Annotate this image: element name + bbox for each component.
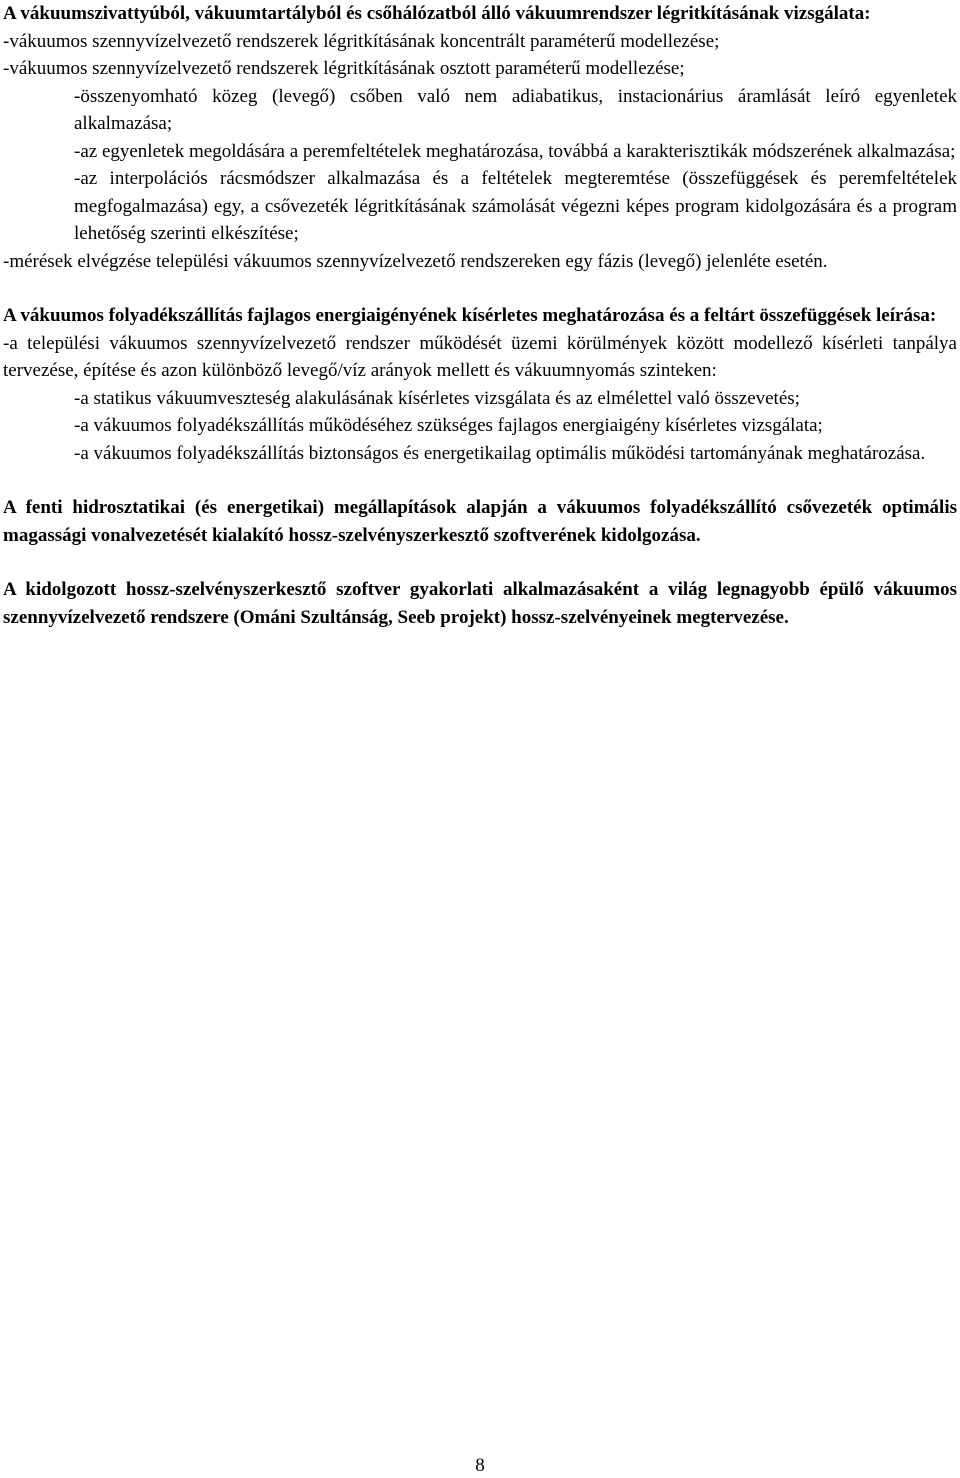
section-2-intro: -a települési vákuumos szennyvízelvezető rendszer működését üzemi körülmények között modellező kísérleti tanpálya tervezése, építése és azon különböző levegő/víz arányok mellett és vákuumnyomás szinteken: [3, 332, 957, 381]
section-1-item-1: -vákuumos szennyvízelvezető rendszerek légritkításának koncentrált paraméterű modellezése; [3, 30, 720, 52]
spacer [3, 467, 957, 494]
section-4-paragraph: A kidolgozott hossz-szelvényszerkesztő szoftver gyakorlati alkalmazásaként a világ legnagyobb épülő vákuumos szennyvízelvezető rendszere (Ománi Szultánság, Seeb projekt) hossz-szelvényeinek megtervezése. [3, 579, 957, 628]
page-number: 8 [475, 1455, 485, 1476]
document-page [3, 0, 957, 631]
section-3-paragraph: A fenti hidrosztatikai (és energetikai) megállapítások alapján a vákuumos folyadékszállító csővezeték optimális magassági vonalvezetését kialakító hossz-szelvényszerkesztő szoftverének kidolgozása. [3, 497, 957, 546]
section-1-item-2: -vákuumos szennyvízelvezető rendszerek légritkításának osztott paraméterű modellezése; [3, 58, 685, 79]
section-1-subitem-2: -az egyenletek megoldására a peremfeltételek meghatározása, továbbá a karakterisztikák módszerének alkalmazása; [74, 140, 956, 162]
section-1-subitem-3: -az interpolációs rácsmódszer alkalmazása és a feltételek megteremtése (összefüggések és peremfeltételek megfogalmazása) egy, a csővezeték légritkításának számolását végezni képes program kidolgozására és a program lehetőség szerinti elkészítése; [74, 168, 957, 244]
section-1-heading: A vákuumszivattyúból, vákuumtartályból és csőhálózatból álló vákuumrendszer légritkításának vizsgálata: [3, 3, 871, 24]
spacer [3, 549, 957, 576]
section-1-closing: -mérések elvégzése települési vákuumos szennyvízelvezető rendszereken egy fázis (levegő) jelenléte esetén. [3, 250, 828, 272]
spacer [3, 275, 957, 302]
section-2-subitem-2: -a vákuumos folyadékszállítás működéséhez szükséges fajlagos energiaigény kísérletes vizsgálata; [74, 415, 823, 436]
section-2-subitem-3: -a vákuumos folyadékszállítás biztonságos és energetikailag optimális működési tartományának meghatározása. [74, 442, 926, 464]
section-1-subitem-1: -összenyomható közeg (levegő) csőben való nem adiabatikus, instacionárius áramlását leíró egyenletek alkalmazása; [74, 85, 957, 134]
section-2-heading: A vákuumos folyadékszállítás fajlagos energiaigényének kísérletes meghatározása és a feltárt összefüggések leírása: [3, 305, 937, 326]
section-2-subitem-1: -a statikus vákuumveszteség alakulásának kísérletes vizsgálata és az elmélettel való összevetés; [74, 387, 800, 409]
